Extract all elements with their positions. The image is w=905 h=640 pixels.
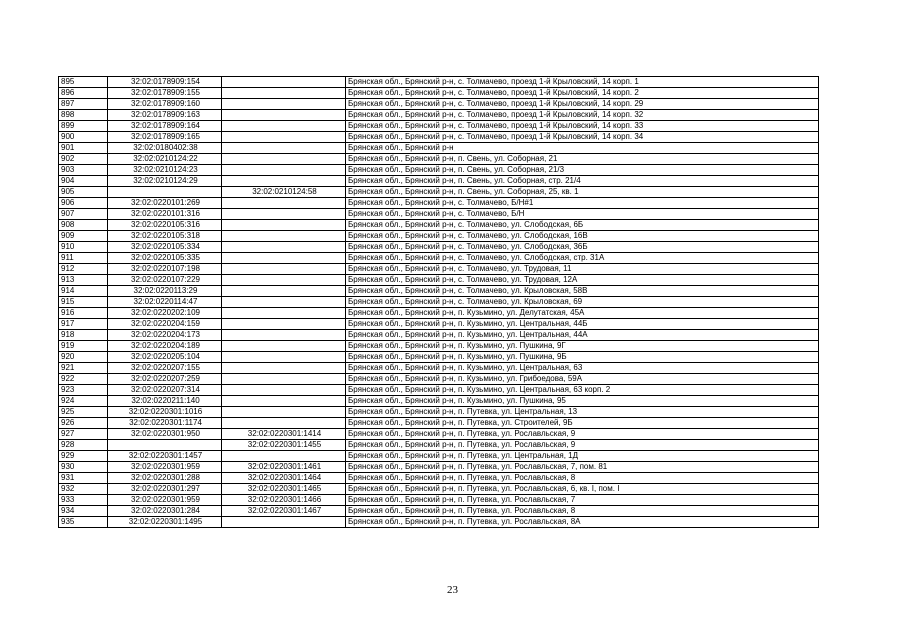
address-cell: Брянская обл., Брянский р-н, с. Толмачево, проезд 1-й Крыловский, 14 корп. 29 [346,99,819,110]
cadastral-number-cell: 32:02:0220105:335 [108,253,222,264]
table-row [59,99,819,110]
cadastral-number-cell: 32:02:0220101:269 [108,198,222,209]
address-cell: Брянская обл., Брянский р-н, п. Путевка, ул. Рославльская, 8 [346,473,819,484]
address-cell: Брянская обл., Брянский р-н, п. Путевка, ул. Рославльская, 9 [346,440,819,451]
linked-cadastral-number-cell [222,451,346,462]
row-number-cell: 925 [59,407,108,418]
table-row [59,396,819,407]
cadastral-number-cell: 32:02:0210124:29 [108,176,222,187]
cadastral-number-cell: 32:02:0210124:22 [108,154,222,165]
address-cell: Брянская обл., Брянский р-н, с. Толмачево, проезд 1-й Крыловский, 14 корп. 2 [346,88,819,99]
cadastral-number-cell: 32:02:0180402:38 [108,143,222,154]
table-row [59,220,819,231]
linked-cadastral-number-cell [222,341,346,352]
linked-cadastral-number-cell [222,275,346,286]
table-row [59,110,819,121]
cadastral-number-cell: 32:02:0220301:284 [108,506,222,517]
row-number-cell: 934 [59,506,108,517]
linked-cadastral-number-cell [222,253,346,264]
address-cell: Брянская обл., Брянский р-н, с. Толмачево, Б/Н#1 [346,198,819,209]
linked-cadastral-number-cell [222,330,346,341]
page-number: 23 [447,584,458,596]
cadastral-number-cell: 32:02:0220204:189 [108,341,222,352]
linked-cadastral-number-cell [222,165,346,176]
cadastral-number-cell: 32:02:0220114:47 [108,297,222,308]
row-number-cell: 908 [59,220,108,231]
linked-cadastral-number-cell: 32:02:0220301:1466 [222,495,346,506]
address-cell: Брянская обл., Брянский р-н, п. Путевка, ул. Центральная, 13 [346,407,819,418]
row-number-cell: 926 [59,418,108,429]
row-number-cell: 932 [59,484,108,495]
cadastral-number-cell: 32:02:0178909:155 [108,88,222,99]
linked-cadastral-number-cell [222,407,346,418]
table-row [59,187,819,198]
linked-cadastral-number-cell [222,363,346,374]
address-cell: Брянская обл., Брянский р-н, п. Путевка, ул. Рославльская, 9 [346,429,819,440]
row-number-cell: 904 [59,176,108,187]
linked-cadastral-number-cell [222,297,346,308]
row-number-cell: 928 [59,440,108,451]
cadastral-number-cell: 32:02:0178909:154 [108,77,222,88]
cadastral-number-cell: 32:02:0220301:288 [108,473,222,484]
row-number-cell: 920 [59,352,108,363]
linked-cadastral-number-cell: 32:02:0220301:1455 [222,440,346,451]
cadastral-number-cell: 32:02:0220207:155 [108,363,222,374]
address-cell: Брянская обл., Брянский р-н, с. Толмачево, ул. Трудовая, 12А [346,275,819,286]
linked-cadastral-number-cell [222,374,346,385]
cadastral-number-cell: 32:02:0178909:160 [108,99,222,110]
cadastral-number-cell: 32:02:0220207:314 [108,385,222,396]
cadastral-number-cell: 32:02:0220107:198 [108,264,222,275]
table-row [59,517,819,528]
address-cell: Брянская обл., Брянский р-н, с. Толмачево, проезд 1-й Крыловский, 14 корп. 1 [346,77,819,88]
linked-cadastral-number-cell [222,308,346,319]
address-cell: Брянская обл., Брянский р-н, с. Толмачево, проезд 1-й Крыловский, 14 корп. 33 [346,121,819,132]
cadastral-number-cell: 32:02:0220211:140 [108,396,222,407]
row-number-cell: 905 [59,187,108,198]
cadastral-number-cell: 32:02:0220301:1016 [108,407,222,418]
linked-cadastral-number-cell [222,286,346,297]
cadastral-number-cell: 32:02:0220204:159 [108,319,222,330]
table-row [59,451,819,462]
address-cell: Брянская обл., Брянский р-н, с. Толмачево, ул. Крыловская, 58В [346,286,819,297]
row-number-cell: 923 [59,385,108,396]
table-row [59,385,819,396]
registry-table-body [59,77,819,528]
address-cell: Брянская обл., Брянский р-н [346,143,819,154]
table-row [59,308,819,319]
table-row [59,374,819,385]
address-cell: Брянская обл., Брянский р-н, п. Свень, ул. Соборная, 21/3 [346,165,819,176]
table-row [59,286,819,297]
cadastral-number-cell: 32:02:0220105:318 [108,231,222,242]
table-row [59,473,819,484]
address-cell: Брянская обл., Брянский р-н, с. Толмачево, ул. Слободская, 16В [346,231,819,242]
table-row [59,209,819,220]
row-number-cell: 895 [59,77,108,88]
linked-cadastral-number-cell [222,209,346,220]
row-number-cell: 906 [59,198,108,209]
linked-cadastral-number-cell [222,110,346,121]
row-number-cell: 917 [59,319,108,330]
linked-cadastral-number-cell [222,517,346,528]
table-row [59,165,819,176]
table-row [59,231,819,242]
cadastral-number-cell [108,440,222,451]
address-cell: Брянская обл., Брянский р-н, п. Путевка, ул. Строителей, 9Б [346,418,819,429]
address-cell: Брянская обл., Брянский р-н, п. Кузьмино, ул. Центральная, 63 [346,363,819,374]
row-number-cell: 899 [59,121,108,132]
row-number-cell: 902 [59,154,108,165]
address-cell: Брянская обл., Брянский р-н, п. Путевка, ул. Рославльская, 6, кв. I, пом. I [346,484,819,495]
address-cell: Брянская обл., Брянский р-н, п. Кузьмино, ул. Пушкина, 95 [346,396,819,407]
row-number-cell: 919 [59,341,108,352]
address-cell: Брянская обл., Брянский р-н, п. Кузьмино, ул. Центральная, 63 корп. 2 [346,385,819,396]
linked-cadastral-number-cell [222,264,346,275]
address-cell: Брянская обл., Брянский р-н, п. Кузьмино, ул. Пушкина, 9Г [346,341,819,352]
table-row [59,319,819,330]
address-cell: Брянская обл., Брянский р-н, п. Путевка, ул. Центральная, 1Д [346,451,819,462]
linked-cadastral-number-cell [222,143,346,154]
linked-cadastral-number-cell: 32:02:0220301:1464 [222,473,346,484]
table-row [59,363,819,374]
row-number-cell: 898 [59,110,108,121]
row-number-cell: 909 [59,231,108,242]
linked-cadastral-number-cell [222,396,346,407]
row-number-cell: 915 [59,297,108,308]
address-cell: Брянская обл., Брянский р-н, п. Кузьмино, ул. Делутатская, 45А [346,308,819,319]
cadastral-number-cell: 32:02:0220207:259 [108,374,222,385]
cadastral-number-cell: 32:02:0220107:229 [108,275,222,286]
address-cell: Брянская обл., Брянский р-н, п. Путевка, ул. Рославльская, 8А [346,517,819,528]
table-row [59,495,819,506]
table-row [59,77,819,88]
linked-cadastral-number-cell [222,352,346,363]
table-row [59,407,819,418]
address-cell: Брянская обл., Брянский р-н, п. Свень, ул. Соборная, стр. 21/4 [346,176,819,187]
row-number-cell: 901 [59,143,108,154]
table-row [59,352,819,363]
row-number-cell: 935 [59,517,108,528]
row-number-cell: 907 [59,209,108,220]
row-number-cell: 903 [59,165,108,176]
linked-cadastral-number-cell: 32:02:0220301:1414 [222,429,346,440]
table-row [59,132,819,143]
row-number-cell: 930 [59,462,108,473]
row-number-cell: 897 [59,99,108,110]
table-row [59,253,819,264]
linked-cadastral-number-cell: 32:02:0220301:1461 [222,462,346,473]
linked-cadastral-number-cell [222,231,346,242]
row-number-cell: 924 [59,396,108,407]
table-row [59,121,819,132]
table-row [59,176,819,187]
address-cell: Брянская обл., Брянский р-н, с. Толмачево, ул. Слободская, 6Б [346,220,819,231]
linked-cadastral-number-cell [222,242,346,253]
address-cell: Брянская обл., Брянский р-н, п. Свень, ул. Соборная, 21 [346,154,819,165]
cadastral-number-cell: 32:02:0178909:165 [108,132,222,143]
cadastral-number-cell: 32:02:0220101:316 [108,209,222,220]
linked-cadastral-number-cell: 32:02:0220301:1467 [222,506,346,517]
cadastral-number-cell: 32:02:0220301:959 [108,462,222,473]
table-row [59,462,819,473]
row-number-cell: 900 [59,132,108,143]
cadastral-number-cell: 32:02:0220113:29 [108,286,222,297]
row-number-cell: 921 [59,363,108,374]
row-number-cell: 896 [59,88,108,99]
linked-cadastral-number-cell [222,154,346,165]
row-number-cell: 918 [59,330,108,341]
table-row [59,506,819,517]
address-cell: Брянская обл., Брянский р-н, п. Путевка, ул. Рославльская, 7 [346,495,819,506]
cadastral-number-cell: 32:02:0220301:1495 [108,517,222,528]
row-number-cell: 931 [59,473,108,484]
row-number-cell: 933 [59,495,108,506]
table-row [59,264,819,275]
linked-cadastral-number-cell [222,132,346,143]
address-cell: Брянская обл., Брянский р-н, с. Толмачево, ул. Слободская, стр. 31А [346,253,819,264]
address-cell: Брянская обл., Брянский р-н, с. Толмачево, проезд 1-й Крыловский, 14 корп. 34 [346,132,819,143]
linked-cadastral-number-cell [222,418,346,429]
cadastral-number-cell: 32:02:0220301:1457 [108,451,222,462]
linked-cadastral-number-cell [222,77,346,88]
table-row [59,297,819,308]
address-cell: Брянская обл., Брянский р-н, п. Свень, ул. Соборная, 25, кв. 1 [346,187,819,198]
row-number-cell: 913 [59,275,108,286]
address-cell: Брянская обл., Брянский р-н, п. Кузьмино, ул. Центральная, 44Б [346,319,819,330]
table-row [59,341,819,352]
linked-cadastral-number-cell [222,88,346,99]
address-cell: Брянская обл., Брянский р-н, с. Толмачево, ул. Слободская, 36Б [346,242,819,253]
cadastral-number-cell: 32:02:0220105:334 [108,242,222,253]
cadastral-number-cell: 32:02:0178909:163 [108,110,222,121]
cadastral-number-cell: 32:02:0220204:173 [108,330,222,341]
table-row [59,418,819,429]
table-row [59,242,819,253]
cadastral-number-cell: 32:02:0220301:959 [108,495,222,506]
address-cell: Брянская обл., Брянский р-н, п. Кузьмино, ул. Центральная, 44А [346,330,819,341]
address-cell: Брянская обл., Брянский р-н, с. Толмачево, ул. Крыловская, 69 [346,297,819,308]
table-row [59,330,819,341]
linked-cadastral-number-cell [222,319,346,330]
linked-cadastral-number-cell [222,121,346,132]
table-row [59,198,819,209]
cadastral-number-cell: 32:02:0220301:1174 [108,418,222,429]
row-number-cell: 911 [59,253,108,264]
linked-cadastral-number-cell: 32:02:0220301:1465 [222,484,346,495]
address-cell: Брянская обл., Брянский р-н, п. Путевка, ул. Рославльская, 7, пом. 81 [346,462,819,473]
cadastral-number-cell: 32:02:0220301:297 [108,484,222,495]
row-number-cell: 910 [59,242,108,253]
address-cell: Брянская обл., Брянский р-н, п. Кузьмино, ул. Пушкина, 9Б [346,352,819,363]
linked-cadastral-number-cell [222,220,346,231]
address-cell: Брянская обл., Брянский р-н, п. Кузьмино, ул. Грибоедова, 59А [346,374,819,385]
table-row [59,440,819,451]
linked-cadastral-number-cell [222,198,346,209]
linked-cadastral-number-cell [222,176,346,187]
registry-table [58,76,819,528]
cadastral-number-cell: 32:02:0220301:950 [108,429,222,440]
cadastral-number-cell: 32:02:0220205:104 [108,352,222,363]
linked-cadastral-number-cell [222,385,346,396]
address-cell: Брянская обл., Брянский р-н, п. Путевка, ул. Рославльская, 8 [346,506,819,517]
row-number-cell: 912 [59,264,108,275]
table-row [59,88,819,99]
address-cell: Брянская обл., Брянский р-н, с. Толмачево, ул. Трудовая, 11 [346,264,819,275]
cadastral-number-cell: 32:02:0220202:109 [108,308,222,319]
row-number-cell: 914 [59,286,108,297]
row-number-cell: 927 [59,429,108,440]
table-row [59,154,819,165]
cadastral-number-cell: 32:02:0210124:23 [108,165,222,176]
cadastral-number-cell: 32:02:0178909:164 [108,121,222,132]
linked-cadastral-number-cell: 32:02:0210124:58 [222,187,346,198]
table-row [59,143,819,154]
table-row [59,275,819,286]
table-row [59,429,819,440]
address-cell: Брянская обл., Брянский р-н, с. Толмачево, проезд 1-й Крыловский, 14 корп. 32 [346,110,819,121]
cadastral-number-cell [108,187,222,198]
row-number-cell: 916 [59,308,108,319]
row-number-cell: 929 [59,451,108,462]
address-cell: Брянская обл., Брянский р-н, с. Толмачево, Б/Н [346,209,819,220]
linked-cadastral-number-cell [222,99,346,110]
row-number-cell: 922 [59,374,108,385]
cadastral-number-cell: 32:02:0220105:316 [108,220,222,231]
table-row [59,484,819,495]
